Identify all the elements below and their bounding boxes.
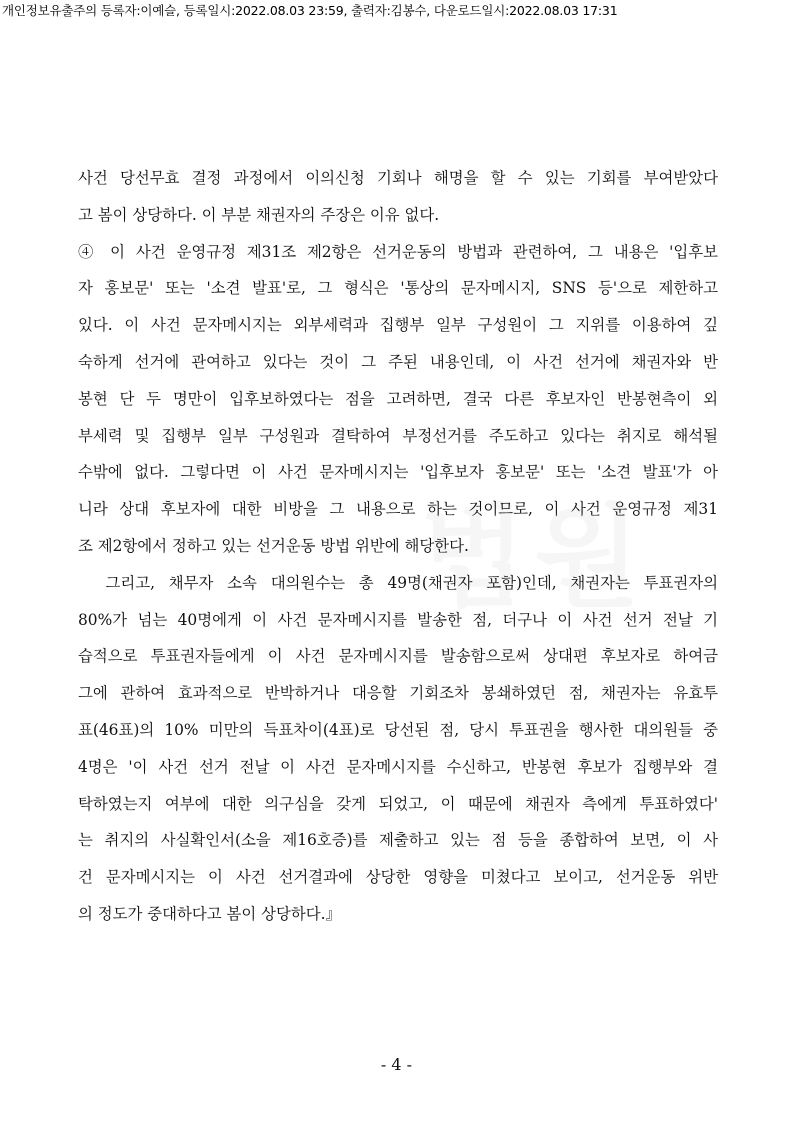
download-notice-header: 개인정보유출주의 등록자:이예슬, 등록일시:2022.08.03 23:59, 출력자:김봉수, 다운로드일시:2022.08.03 17:31 bbox=[2, 3, 618, 18]
text-line: 자 홍보문' 또는 '소견 발표'로, 그 형식은 '통상의 문자메시지, SNS 등'으로 제한하고 bbox=[78, 279, 718, 298]
text-line: 그에 관하여 효과적으로 반박하거나 대응할 기회조차 봉쇄하였던 점, 채권자는 유효투 bbox=[78, 684, 718, 703]
text-line: 80%가 넘는 40명에게 이 사건 문자메시지를 발송한 점, 더구나 이 사건 선거 전날 기 bbox=[78, 610, 718, 629]
document-body bbox=[78, 160, 718, 933]
text-line: 탁하였는지 여부에 대한 의구심을 갖게 되었고, 이 때문에 채권자 측에게 투표하였다' bbox=[78, 794, 718, 813]
text-line: 표(46표)의 10% 미만의 득표차이(4표)로 당선된 점, 당시 투표권을 행사한 대의원들 중 bbox=[78, 720, 718, 739]
text-line: 봉현 단 두 명만이 입후보하였다는 점을 고려하면, 결국 다른 후보자인 반봉현측이 외 bbox=[78, 389, 718, 408]
text-line: 숙하게 선거에 관여하고 있다는 것이 그 주된 내용인데, 이 사건 선거에 채권자와 반 bbox=[78, 352, 718, 371]
text-line: 수밖에 없다. 그렇다면 이 사건 문자메시지는 '입후보자 홍보문' 또는 '소견 발표'가 아 bbox=[78, 463, 718, 482]
text-line: 습적으로 투표권자들에게 이 사건 문자메시지를 발송함으로써 상대편 후보자로 하여금 bbox=[78, 647, 718, 666]
text-line: 부세력 및 집행부 일부 구성원과 결탁하여 부정선거를 주도하고 있다는 취지로 해석될 bbox=[78, 426, 718, 445]
text-line: 건 문자메시지는 이 사건 선거결과에 상당한 영향을 미쳤다고 보이고, 선거운동 위반 bbox=[78, 868, 718, 887]
text-line: 고 봄이 상당하다. 이 부분 채권자의 주장은 이유 없다. bbox=[78, 205, 440, 224]
text-line: 4명은 '이 사건 선거 전날 이 사건 문자메시지를 수신하고, 반봉현 후보가 집행부와 결 bbox=[78, 757, 718, 776]
page-number: - 4 - bbox=[380, 1055, 413, 1074]
text-line: 조 제2항에서 정하고 있는 선거운동 방법 위반에 해당한다. bbox=[78, 536, 469, 555]
text-line: 있다. 이 사건 문자메시지는 외부세력과 집행부 일부 구성원이 그 지위를 이용하여 깊 bbox=[78, 316, 718, 335]
text-line: 사건 당선무효 결정 과정에서 이의신청 기회나 해명을 할 수 있는 기회를 부여받았다 bbox=[78, 169, 718, 187]
text-line: ④ 이 사건 운영규정 제31조 제2항은 선거운동의 방법과 관련하여, 그 내용은 '입후보 bbox=[78, 242, 718, 261]
text-line: 그리고, 채무자 소속 대의원수는 총 49명(채권자 포함)인데, 채권자는 투표권자의 bbox=[78, 573, 718, 592]
text-line: 의 정도가 중대하다고 봄이 상당하다.』 bbox=[78, 904, 341, 923]
text-line: 는 취지의 사실확인서(소을 제16호증)를 제출하고 있는 점 등을 종합하여 보면, 이 사 bbox=[78, 831, 718, 850]
text-line: 니라 상대 후보자에 대한 비방을 그 내용으로 하는 것이므로, 이 사건 운영규정 제31 bbox=[78, 500, 718, 519]
